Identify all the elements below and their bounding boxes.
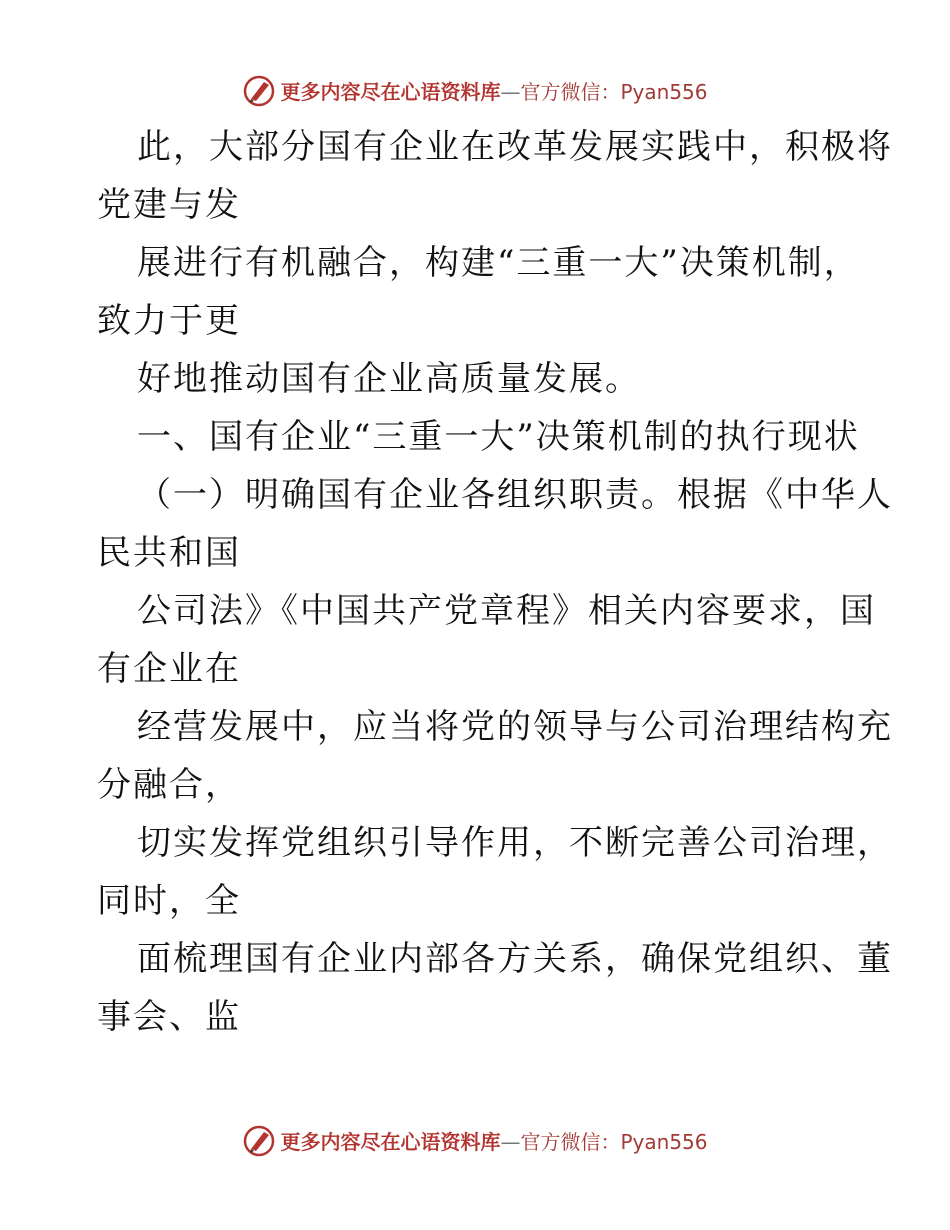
body-line: 经营发展中，应当将党的领导与公司治理结构充 <box>137 707 893 747</box>
header-banner <box>0 68 950 112</box>
body-line: 同时，全 <box>97 881 241 921</box>
body-line: 好地推动国有企业高质量发展。 <box>137 359 641 399</box>
body-line: 致力于更 <box>97 301 241 341</box>
body-line: 展进行有机融合，构建“三重一大”决策机制， <box>137 243 860 283</box>
pen-logo-icon <box>242 73 276 107</box>
section-heading: 一、国有企业“三重一大”决策机制的执行现状 <box>137 417 860 457</box>
body-line: 公司法》《中国共产党章程》相关内容要求，国 <box>137 591 876 631</box>
header-banner-text <box>280 76 707 105</box>
subsection-heading: （一）明确国有企业各组织职责。根据《中华人 <box>137 475 893 515</box>
body-line: 民共和国 <box>97 533 241 573</box>
document-body <box>97 118 893 1046</box>
footer-banner-text <box>280 1126 707 1155</box>
pen-logo-icon <box>242 1123 276 1157</box>
body-line: 事会、监 <box>97 997 241 1037</box>
footer-banner <box>0 1118 950 1162</box>
body-line: 此，大部分国有企业在改革发展实践中，积极将 <box>137 127 893 167</box>
body-line: 党建与发 <box>97 185 241 225</box>
header-banner-id: Pyan556 <box>620 79 708 104</box>
footer-banner-wechat: 官方微信： <box>520 1129 621 1154</box>
body-line: 切实发挥党组织引导作用，不断完善公司治理， <box>137 823 893 863</box>
header-banner-wechat: 官方微信： <box>520 79 621 104</box>
footer-banner-id: Pyan556 <box>620 1129 708 1154</box>
body-line: 面梳理国有企业内部各方关系，确保党组织、董 <box>137 939 893 979</box>
body-line: 分融合， <box>97 765 241 805</box>
header-banner-main: 更多内容尽在心语资料库 <box>280 79 501 104</box>
footer-banner-main: 更多内容尽在心语资料库 <box>280 1129 501 1154</box>
footer-banner-dash: — <box>500 1129 521 1154</box>
body-line: 有企业在 <box>97 649 241 689</box>
header-banner-dash: — <box>500 79 521 104</box>
